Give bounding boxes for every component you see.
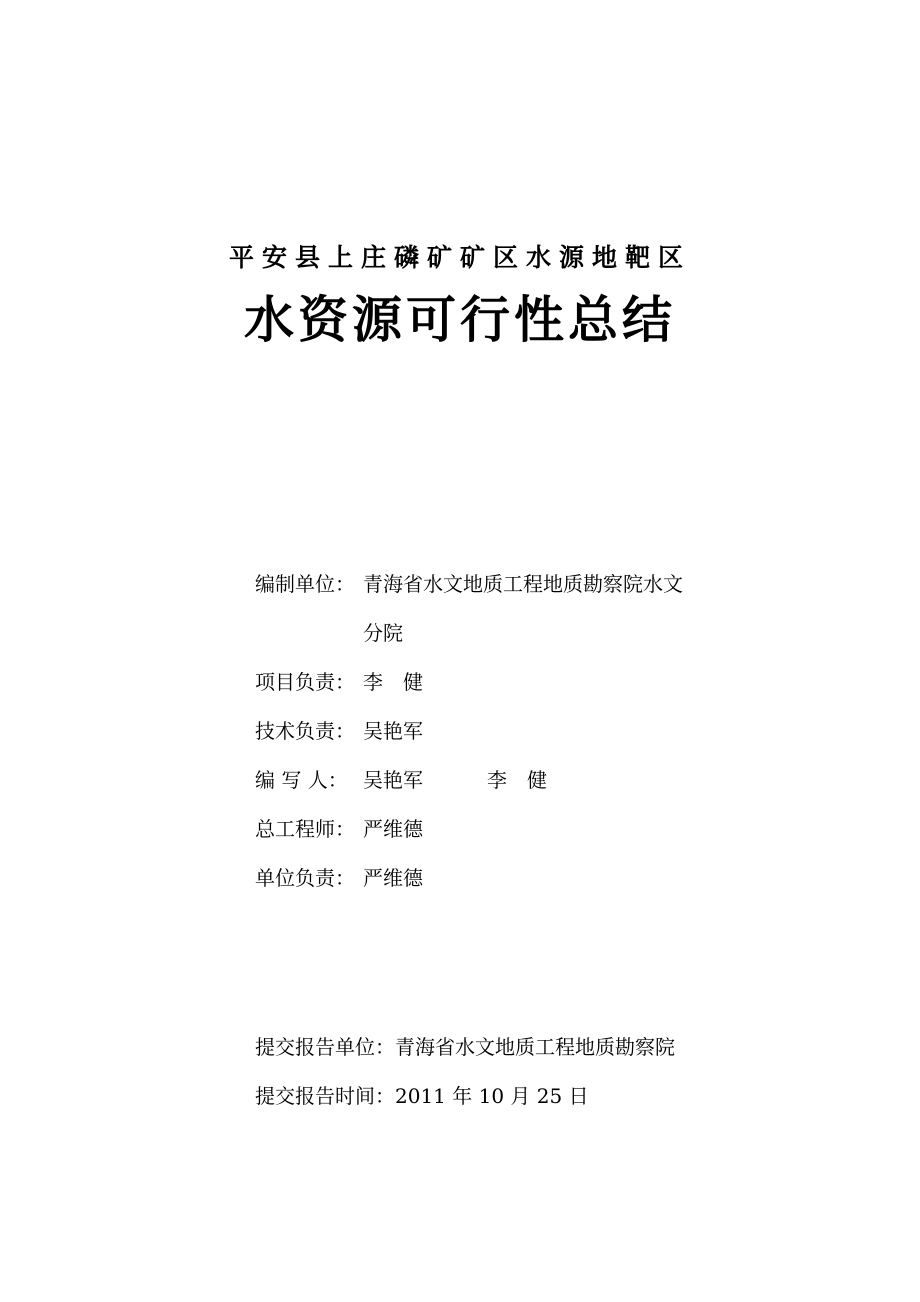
compiler-label: 编制单位：: [255, 572, 355, 596]
unit-lead-row: [255, 863, 423, 893]
tech-lead-row: [255, 716, 423, 746]
writer-label: 编 写 人：: [255, 768, 348, 792]
project-lead-row: [255, 667, 423, 697]
project-lead-label: 项目负责：: [255, 670, 355, 694]
tech-lead-label: 技术负责：: [255, 719, 355, 743]
submission-unit-value: 青海省水文地质工程地质勘察院: [395, 1035, 675, 1059]
document-title: 水资源可行性总结: [244, 291, 676, 349]
unit-lead-value: 严维德: [363, 866, 423, 890]
project-lead-value: 李 健: [363, 670, 423, 694]
unit-lead-label: 单位负责：: [255, 866, 355, 890]
tech-lead-value: 吴艳军: [363, 719, 423, 743]
submission-unit-label: 提交报告单位：: [255, 1035, 395, 1059]
compiler-value: 青海省水文地质工程地质勘察院水文: [363, 572, 683, 596]
chief-engineer-row: [255, 814, 423, 844]
writer-value-1: 吴艳军: [363, 768, 423, 792]
submission-date-label: 提交报告时间：: [255, 1084, 395, 1108]
submission-date-value: 2011 年 10 月 25 日: [395, 1084, 589, 1108]
submission-unit-row: [255, 1032, 675, 1062]
writer-value-2: 李 健: [487, 768, 547, 792]
chief-engineer-label: 总工程师：: [255, 817, 355, 841]
compiler-value-continued: 分院: [363, 621, 403, 645]
writer-row: [255, 765, 547, 795]
chief-engineer-value: 严维德: [363, 817, 423, 841]
submission-date-row: [255, 1081, 589, 1111]
compiler-row: [255, 569, 683, 599]
document-subtitle: 平安县上庄磷矿矿区水源地靶区: [228, 243, 691, 272]
